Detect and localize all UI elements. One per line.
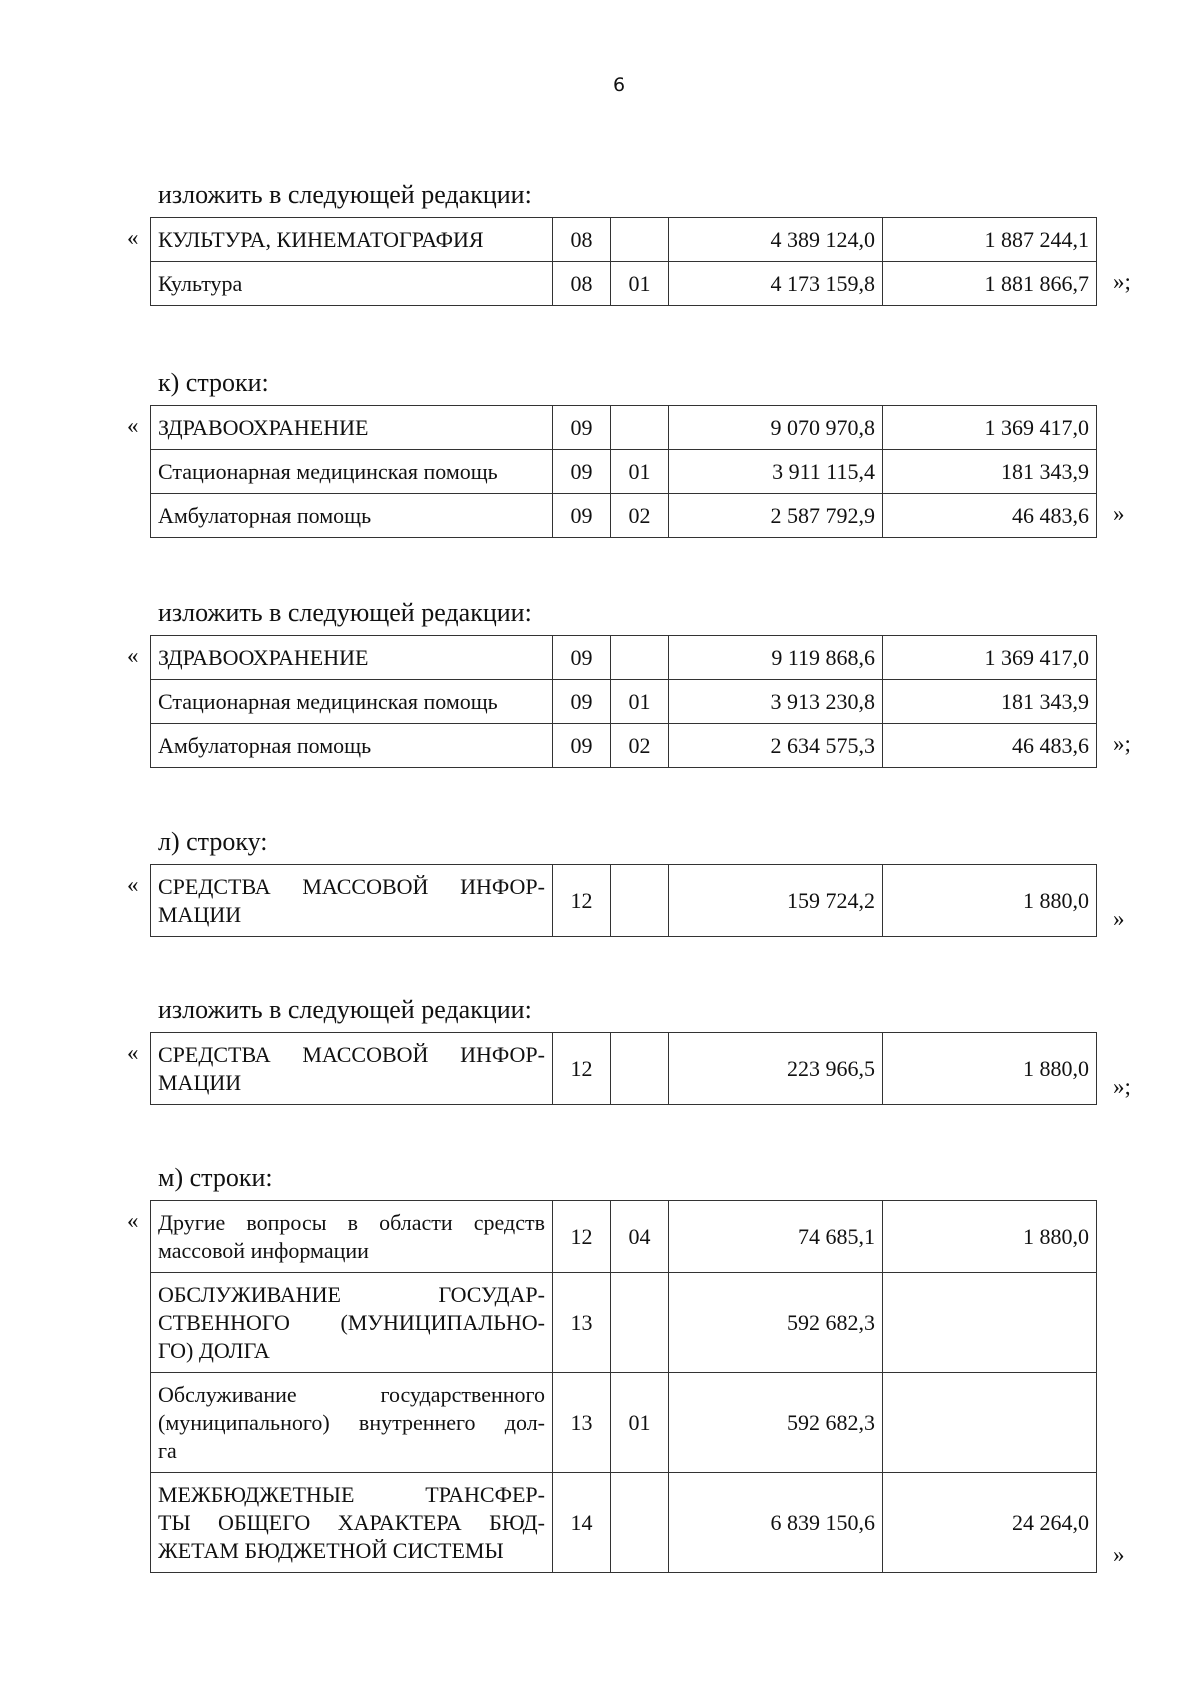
- section-heading: изложить в следующей редакции:: [158, 995, 532, 1024]
- close-quote: »;: [1113, 731, 1131, 756]
- table-row: [151, 494, 1097, 538]
- amount-secondary: 46 483,6: [883, 724, 1097, 768]
- budget-table: [150, 864, 1097, 937]
- amount-total: 6 839 150,6: [669, 1473, 883, 1573]
- table-row: [151, 218, 1097, 262]
- table-row: [151, 865, 1097, 937]
- section-heading: к) строки:: [158, 368, 269, 397]
- close-quote: »: [1113, 906, 1125, 931]
- row-name-line: ТЫ ОБЩЕГО ХАРАКТЕРА БЮД-: [158, 1509, 545, 1535]
- row-name: ЗДРАВООХРАНЕНИЕ: [151, 406, 553, 450]
- open-quote: «: [127, 643, 139, 668]
- table-row: [151, 1033, 1097, 1105]
- row-name: Амбулаторная помощь: [151, 494, 553, 538]
- section-code: 08: [553, 218, 611, 262]
- section-code: 12: [553, 1033, 611, 1105]
- amount-total: 223 966,5: [669, 1033, 883, 1105]
- amount-total: 159 724,2: [669, 865, 883, 937]
- amount-total: 4 389 124,0: [669, 218, 883, 262]
- section-heading: изложить в следующей редакции:: [158, 180, 532, 209]
- section-code: 09: [553, 680, 611, 724]
- amount-secondary: 24 264,0: [883, 1473, 1097, 1573]
- row-name: [151, 1473, 553, 1573]
- amount-total: 592 682,3: [669, 1273, 883, 1373]
- amount-total: 2 634 575,3: [669, 724, 883, 768]
- amount-secondary: [883, 1273, 1097, 1373]
- row-name: ЗДРАВООХРАНЕНИЕ: [151, 636, 553, 680]
- amount-secondary: 1 881 866,7: [883, 262, 1097, 306]
- row-name-line: га: [158, 1437, 177, 1463]
- row-name-line: СРЕДСТВА МАССОВОЙ ИНФОР-: [158, 873, 545, 899]
- section-code: 14: [553, 1473, 611, 1573]
- row-name-line: Обслуживание государственного: [158, 1381, 545, 1407]
- amount-total: 3 911 115,4: [669, 450, 883, 494]
- page-number: 6: [612, 74, 626, 96]
- amount-total: 4 173 159,8: [669, 262, 883, 306]
- budget-table: [150, 405, 1097, 538]
- section-code: 09: [553, 724, 611, 768]
- table-row: [151, 1273, 1097, 1373]
- section-code: 09: [553, 636, 611, 680]
- row-name-line: ЖЕТАМ БЮДЖЕТНОЙ СИСТЕМЫ: [158, 1537, 504, 1563]
- open-quote: «: [127, 872, 139, 897]
- row-name-line: СТВЕННОГО (МУНИЦИПАЛЬНО-: [158, 1309, 545, 1335]
- row-name: Культура: [151, 262, 553, 306]
- subsection-code: 04: [611, 1201, 669, 1273]
- close-quote: »;: [1113, 1074, 1131, 1099]
- amount-secondary: 1 369 417,0: [883, 406, 1097, 450]
- close-quote: »;: [1113, 269, 1131, 294]
- subsection-code: [611, 1033, 669, 1105]
- section-heading: л) строку:: [158, 827, 268, 856]
- close-quote: »: [1113, 501, 1125, 526]
- table-row: [151, 406, 1097, 450]
- amount-total: 592 682,3: [669, 1373, 883, 1473]
- amount-total: 2 587 792,9: [669, 494, 883, 538]
- open-quote: «: [127, 413, 139, 438]
- section-code: 09: [553, 450, 611, 494]
- row-name: [151, 865, 553, 937]
- section-heading: изложить в следующей редакции:: [158, 598, 532, 627]
- amount-total: 9 119 868,6: [669, 636, 883, 680]
- row-name: Стационарная медицинская помощь: [151, 680, 553, 724]
- amount-secondary: 46 483,6: [883, 494, 1097, 538]
- table-row: [151, 1201, 1097, 1273]
- amount-total: 9 070 970,8: [669, 406, 883, 450]
- amount-total: 74 685,1: [669, 1201, 883, 1273]
- open-quote: «: [127, 225, 139, 250]
- row-name-line: Другие вопросы в области средств: [158, 1209, 545, 1235]
- subsection-code: 01: [611, 450, 669, 494]
- amount-secondary: 1 880,0: [883, 1201, 1097, 1273]
- budget-table: [150, 1200, 1097, 1573]
- subsection-code: [611, 406, 669, 450]
- subsection-code: [611, 1273, 669, 1373]
- section-code: 12: [553, 865, 611, 937]
- table-row: [151, 450, 1097, 494]
- row-name-line: МАЦИИ: [158, 901, 242, 927]
- subsection-code: [611, 218, 669, 262]
- row-name-line: ОБСЛУЖИВАНИЕ ГОСУДАР-: [158, 1281, 545, 1307]
- amount-secondary: 1 880,0: [883, 1033, 1097, 1105]
- table-row: [151, 1373, 1097, 1473]
- section-code: 13: [553, 1373, 611, 1473]
- subsection-code: 01: [611, 262, 669, 306]
- section-code: 09: [553, 494, 611, 538]
- table-row: [151, 680, 1097, 724]
- table-row: [151, 262, 1097, 306]
- budget-table: [150, 217, 1097, 306]
- section-heading: м) строки:: [158, 1163, 273, 1192]
- row-name: Стационарная медицинская помощь: [151, 450, 553, 494]
- section-code: 12: [553, 1201, 611, 1273]
- row-name: [151, 1033, 553, 1105]
- amount-secondary: 1 880,0: [883, 865, 1097, 937]
- subsection-code: [611, 865, 669, 937]
- subsection-code: 02: [611, 494, 669, 538]
- budget-table: [150, 635, 1097, 768]
- amount-total: 3 913 230,8: [669, 680, 883, 724]
- section-code: 08: [553, 262, 611, 306]
- subsection-code: 01: [611, 680, 669, 724]
- row-name: [151, 1373, 553, 1473]
- table-row: [151, 636, 1097, 680]
- amount-secondary: 1 887 244,1: [883, 218, 1097, 262]
- subsection-code: [611, 1473, 669, 1573]
- section-code: 09: [553, 406, 611, 450]
- amount-secondary: [883, 1373, 1097, 1473]
- row-name-line: массовой информации: [158, 1237, 369, 1263]
- budget-table: [150, 1032, 1097, 1105]
- subsection-code: 02: [611, 724, 669, 768]
- amount-secondary: 1 369 417,0: [883, 636, 1097, 680]
- subsection-code: [611, 636, 669, 680]
- table-row: [151, 1473, 1097, 1573]
- amount-secondary: 181 343,9: [883, 680, 1097, 724]
- row-name-line: МАЦИИ: [158, 1069, 242, 1095]
- row-name-line: СРЕДСТВА МАССОВОЙ ИНФОР-: [158, 1041, 545, 1067]
- row-name: Амбулаторная помощь: [151, 724, 553, 768]
- row-name-line: ГО) ДОЛГА: [158, 1337, 270, 1363]
- row-name: [151, 1273, 553, 1373]
- amount-secondary: 181 343,9: [883, 450, 1097, 494]
- row-name-line: (муниципального) внутреннего дол-: [158, 1409, 545, 1435]
- table-row: [151, 724, 1097, 768]
- subsection-code: 01: [611, 1373, 669, 1473]
- open-quote: «: [127, 1208, 139, 1233]
- row-name: КУЛЬТУРА, КИНЕМАТОГРАФИЯ: [151, 218, 553, 262]
- row-name-line: МЕЖБЮДЖЕТНЫЕ ТРАНСФЕР-: [158, 1481, 545, 1507]
- section-code: 13: [553, 1273, 611, 1373]
- row-name: [151, 1201, 553, 1273]
- open-quote: «: [127, 1040, 139, 1065]
- close-quote: »: [1113, 1542, 1125, 1567]
